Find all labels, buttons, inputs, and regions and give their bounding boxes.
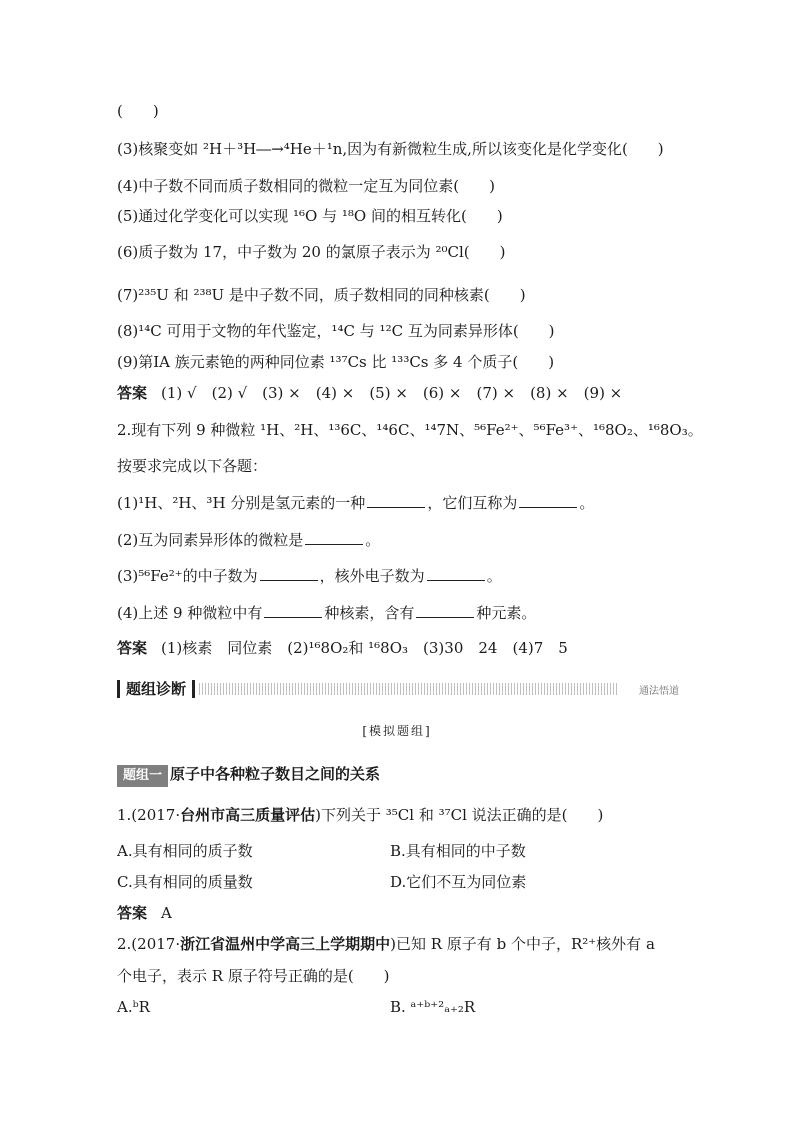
q2-instruction: 按要求完成以下各题：	[117, 457, 268, 475]
answer-1	[117, 383, 622, 403]
q2-part-3	[117, 566, 502, 586]
answer-blank[interactable]	[416, 603, 474, 618]
group-badge: 题组一	[117, 765, 168, 787]
answer-blank[interactable]	[427, 566, 485, 581]
q1-item-4: (4)中子数不同而质子数相同的微粒一定互为同位素( )	[117, 177, 495, 195]
mq1-stem-text: )下列关于 ³⁵Cl 和 ³⁷Cl 说法正确的是( )	[315, 806, 604, 824]
q2-intro: 2.现有下列 9 种微粒 ¹H、²H、¹³6C、¹⁴6C、¹⁴7N、⁵⁶Fe²⁺、⁵⁶Fe³⁺、¹⁶8O₂、¹⁶8O₃。	[117, 421, 703, 439]
answer-text: A	[161, 904, 172, 922]
option-d: D.它们不互为同位素	[390, 873, 527, 891]
section-divider	[199, 683, 619, 695]
q1-item-5: (5)通过化学变化可以实现 ¹⁶O 与 ¹⁸O 间的相互转化( )	[117, 207, 503, 225]
q2-part-2	[117, 530, 380, 550]
option-a: A.具有相同的质子数	[117, 842, 253, 860]
mq2-stem-text: )已知 R 原子有 b 个中子，R²⁺核外有 a	[390, 935, 655, 953]
answer-text: (1)核素 同位素 (2)¹⁶8O₂和 ¹⁶8O₃ (3)30 24 (4)7 5	[161, 639, 568, 657]
mq1-options-row1	[117, 841, 253, 861]
q2-part-3-text: (3)⁵⁶Fe²⁺的中子数为	[117, 567, 258, 585]
mq2-stem-cont: 个电子，表示 R 原子符号正确的是( )	[117, 967, 390, 985]
q2-part-1-text: ，它们互称为	[427, 494, 518, 512]
section-title: 题组诊断	[117, 680, 195, 698]
group-title: 原子中各种粒子数目之间的关系	[170, 765, 381, 783]
q2-part-3-text: ，核外电子数为	[319, 567, 425, 585]
answer-blank[interactable]	[260, 566, 318, 581]
mq1-options-row2	[117, 872, 253, 892]
answer-2	[117, 638, 568, 658]
q2-part-1-text: 。	[579, 494, 595, 512]
q1-item-7: (7)²³⁵U 和 ²³⁸U 是中子数不同，质子数相同的同种核素( )	[117, 286, 526, 304]
mq1-answer	[117, 903, 172, 923]
option-b: B.具有相同的中子数	[390, 842, 526, 860]
answer-label: 答案	[117, 904, 148, 922]
mq1-stem-text: 1.(2017·	[117, 806, 181, 824]
option-c: C.具有相同的质量数	[117, 873, 253, 891]
answer-blank[interactable]	[367, 493, 425, 508]
q2-part-2-text: (2)互为同素异形体的微粒是	[117, 531, 304, 549]
q2-part-1	[117, 493, 594, 513]
section-subtitle: 通法悟道	[639, 686, 679, 697]
q2-part-3-text: 。	[486, 567, 502, 585]
q2-part-4-text: (4)上述 9 种微粒中有	[117, 604, 263, 622]
q2-part-2-text: 。	[365, 531, 381, 549]
q2-part-1-text: (1)¹H、²H、³H 分别是氢元素的一种	[117, 494, 366, 512]
q1-item-6: (6)质子数为 17，中子数为 20 的氯原子表示为 ²⁰Cl( )	[117, 243, 506, 261]
answer-blank[interactable]	[264, 603, 322, 618]
q2-part-4	[117, 603, 536, 623]
mq2-source: 浙江省温州中学高三上学期期中	[180, 935, 391, 953]
answer-blank[interactable]	[305, 530, 363, 545]
mq2-stem	[117, 934, 655, 954]
q1-continuation: ( )	[117, 102, 159, 120]
q1-item-9: (9)第ⅠA 族元素铯的两种同位素 ¹³⁷Cs 比 ¹³³Cs 多 4 个质子( )	[117, 353, 555, 371]
answer-label: 答案	[117, 639, 148, 657]
q1-item-3: (3)核聚变如 ²H＋³H―→⁴He＋¹n,因为有新微粒生成,所以该变化是化学变化( )	[117, 140, 664, 158]
section-header	[117, 680, 679, 698]
answer-label: 答案	[117, 384, 148, 402]
mq2-option-a: A.ᵇR	[117, 998, 150, 1016]
q1-item-8: (8)¹⁴C 可用于文物的年代鉴定，¹⁴C 与 ¹²C 互为同素异形体( )	[117, 322, 555, 340]
answer-blank[interactable]	[519, 493, 577, 508]
group-header	[117, 764, 380, 787]
mq2-option-b: B. ᵃ⁺ᵇ⁺²ₐ₊₂R	[390, 998, 476, 1016]
q2-part-4-text: 种元素。	[476, 604, 537, 622]
mq2-stem-text: 2.(2017·	[117, 935, 181, 953]
mq1-stem	[117, 805, 603, 825]
q2-part-4-text: 种核素，含有	[324, 604, 415, 622]
answer-text: (1) √ (2) √ (3) × (4) × (5) × (6) × (7) × (8) × (9) ×	[161, 384, 623, 402]
simulation-group-tag: [模拟题组]	[362, 724, 432, 738]
mq1-source: 台州市高三质量评估	[180, 806, 316, 824]
